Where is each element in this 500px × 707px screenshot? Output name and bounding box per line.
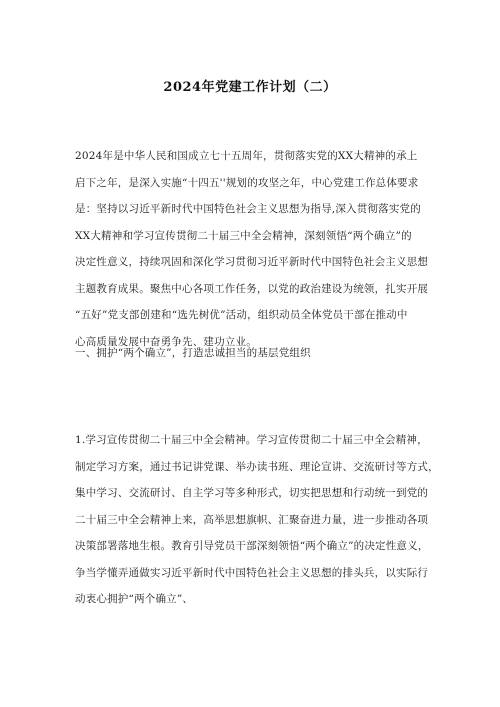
intro-line: 决定性意义，持续巩固和深化学习贯彻习近平新时代中国特色社会主义思想 (75, 256, 429, 268)
item-line: 争当学懂弄通做实习近平新时代中国特色社会主义思想的排头兵，以实际行 (75, 566, 429, 579)
item-line: 动衷心拥护“两个确立”、 (75, 593, 194, 605)
intro-line: XX大精神和学习宣传贯彻二十届三中全会精神，深刻领悟“两个确立”的 (75, 229, 412, 242)
item-line: 决策部署落地生根。教育引导党员干部深刻领悟“两个确立”的决定性意义， (75, 540, 429, 552)
intro-paragraph (75, 143, 437, 355)
item-line: 制定学习方案，通过书记讲党课、举办读书班、理论宣讲、交流研讨等方式， (75, 460, 439, 473)
intro-line: 2024年是中华人民和国成立七十五周年，贯彻落实党的XX大精神的承上 (75, 150, 418, 162)
item-line: 1.学习宣传贯彻二十届三中全会精神。学习宣传贯彻二十届三中全会精神， (75, 434, 428, 446)
document-title: 2024年党建工作计划（二） (163, 80, 337, 95)
item-line: 二十届三中全会精神上来，高举思想旗帜、汇聚奋进力量，进一步推动各项 (75, 513, 429, 526)
section-heading: 一、拥护“两个确立”，打造忠诚担当的基层党组织 (75, 347, 311, 359)
intro-line: 心高质量发展中奋勇争先、建功立业。 (75, 335, 257, 348)
intro-line: 启下之年，是深入实施“十四五''规划的攻坚之年，中心党建工作总体要求 (75, 176, 419, 189)
intro-line: “五好”党支部创建和“选先树优”活动，组织动员全体党员干部在推动中 (75, 309, 408, 321)
item-paragraph (75, 427, 437, 613)
intro-line: 主题教育成果。聚焦中心各项工作任务，以党的政治建设为统领，扎实开展 (75, 282, 429, 295)
intro-line: 是：坚持以习近平新时代中国特色社会主义思想为指导,深入贯彻落实党的 (75, 203, 421, 215)
item-line: 集中学习、交流研讨、自主学习等多种形式，切实把思想和行动统一到党的 (75, 487, 429, 499)
